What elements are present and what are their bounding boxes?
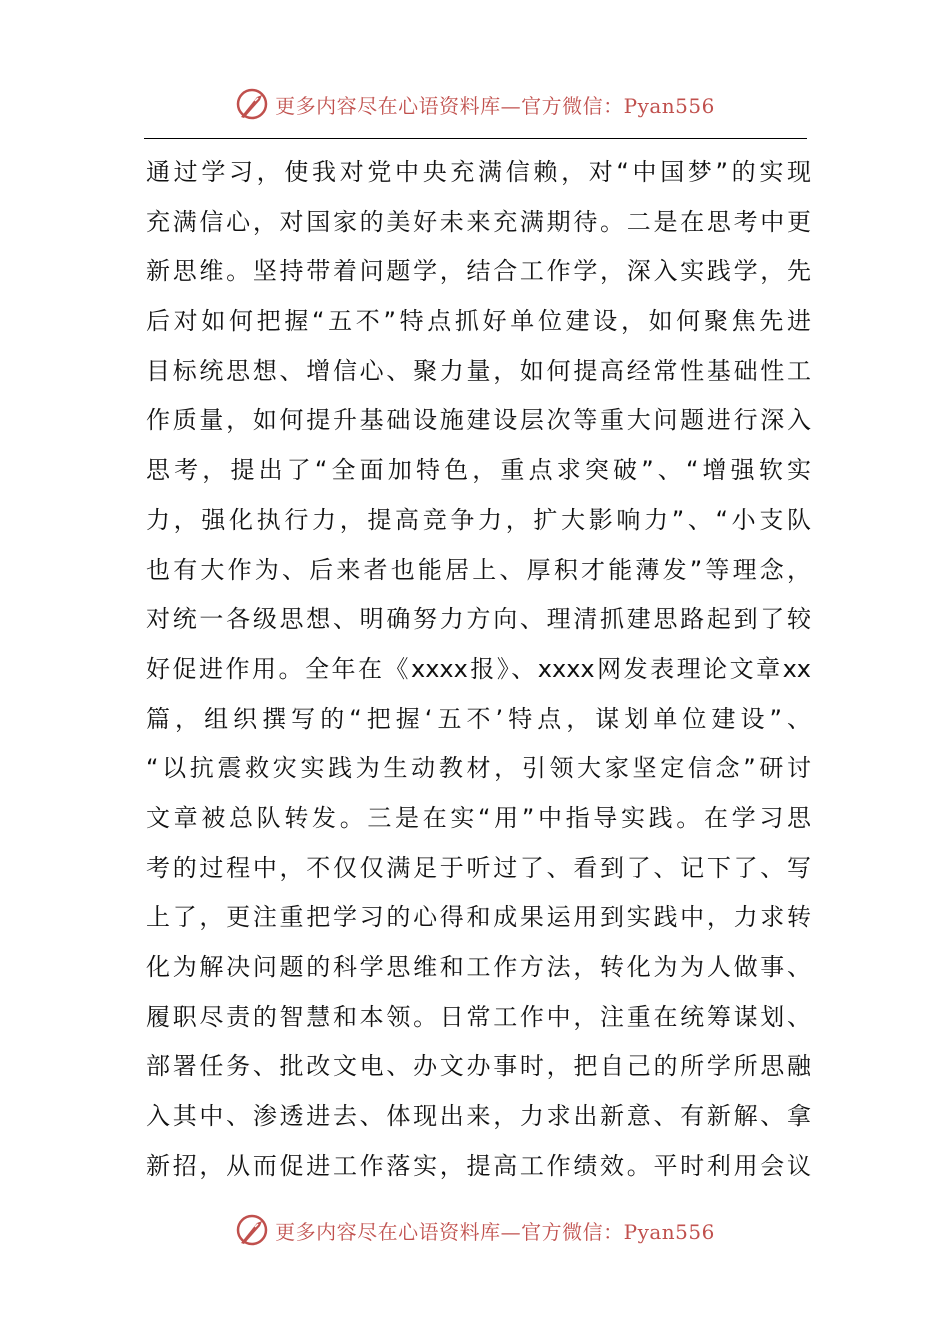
header-divider	[144, 138, 807, 139]
page-footer	[0, 1210, 950, 1250]
text-line: 篇，组织撰写的“把握‘五不’特点，谋划单位建设”、	[146, 704, 811, 733]
text-line: 文章被总队转发。三是在实“用”中指导实践。在学习思	[146, 803, 811, 832]
text-line: 通过学习，使我对党中央充满信赖，对“中国梦”的实现	[146, 158, 811, 186]
text-line: 上了，更注重把学习的心得和成果运用到实践中，力求转	[146, 903, 811, 932]
text-line: 考的过程中，不仅仅满足于听过了、看到了、记下了、写	[146, 853, 811, 882]
text-line: 充满信心，对国家的美好未来充满期待。二是在思考中更	[146, 207, 811, 236]
text-line: 作质量，如何提升基础设施建设层次等重大问题进行深入	[146, 406, 811, 435]
text-line: 力，强化执行力，提高竞争力，扩大影响力”、“小支队	[146, 505, 811, 534]
text-line: 化为解决问题的科学思维和工作方法，转化为为人做事、	[146, 953, 811, 981]
text-line: 也有大作为、后来者也能居上、厚积才能薄发”等理念，	[146, 555, 811, 584]
text-line: 新思维。坚持带着问题学，结合工作学，深入实践学，先	[146, 257, 811, 286]
text-line: 对统一各级思想、明确努力方向、理清抓建思路起到了较	[146, 605, 811, 634]
header-banner-text: 更多内容尽在心语资料库—官方微信：Pyan556	[275, 93, 715, 118]
text-line: “以抗震救灾实践为生动教材，引领大家坚定信念”研讨	[146, 754, 811, 783]
text-line: 目标统思想、增信心、聚力量，如何提高经常性基础性工	[146, 356, 811, 385]
text-line: 思考，提出了“全面加特色，重点求突破”、“增强软实	[146, 456, 811, 485]
text-line: 后对如何把握“五不”特点抓好单位建设，如何聚焦先进	[146, 307, 811, 336]
footer-banner-text: 更多内容尽在心语资料库—官方微信：Pyan556	[275, 1219, 715, 1244]
document-body	[146, 152, 811, 1195]
text-line: 部署任务、批改文电、办文办事时，把自己的所学所思融	[146, 1052, 811, 1081]
page-header	[0, 84, 950, 124]
text-line: 入其中、渗透进去、体现出来，力求出新意、有新解、拿	[146, 1102, 811, 1131]
text-line: 好促进作用。全年在《xxxx报》、xxxx网发表理论文章xx	[146, 654, 811, 683]
text-line: 新招，从而促进工作落实，提高工作绩效。平时利用会议	[146, 1151, 811, 1180]
pen-logo-icon	[235, 1213, 269, 1247]
pen-logo-icon	[235, 87, 269, 121]
text-line: 履职尽责的智慧和本领。日常工作中，注重在统筹谋划、	[146, 1002, 811, 1031]
